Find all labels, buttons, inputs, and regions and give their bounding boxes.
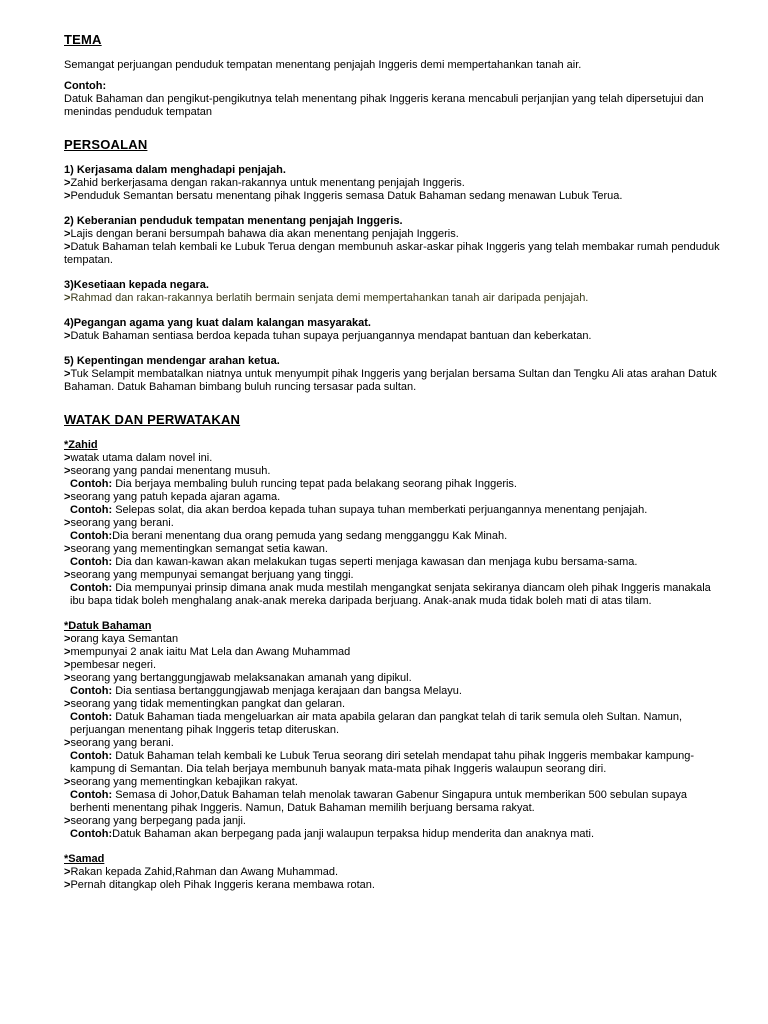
persoalan-line: >Datuk Bahaman telah kembali ke Lubuk Terua dengan membunuh askar-askar pihak Inggeris yang telah membakar rumah penduduk tempatan.	[64, 241, 720, 266]
persoalan-line: >Lajis dengan berani bersumpah bahawa dia akan menentang penjajah Inggeris.	[64, 228, 459, 240]
persoalan-item	[64, 164, 728, 203]
character-example: Contoh: Dia sentiasa bertanggungjawab menjaga kerajaan dan bangsa Melayu.	[70, 685, 462, 697]
character-example: Contoh:Datuk Bahaman akan berpegang pada janji walaupun terpaksa hidup menderita dan anaknya mati.	[70, 828, 595, 840]
persoalan-title: 5) Kepentingan mendengar arahan ketua.	[64, 355, 280, 367]
persoalan-line: >Tuk Selampit membatalkan niatnya untuk menyumpit pihak Inggeris yang berjalan bersama Sultan dan Tengku Ali atas arahan Datuk Bahaman. Datuk Bahaman bimbang buluh runcing tersasar pada sultan.	[64, 368, 717, 393]
character-point: >mempunyai 2 anak iaitu Mat Lela dan Awang Muhammad	[64, 646, 351, 658]
character-name: *Samad	[64, 853, 105, 865]
character-example: Contoh: Datuk Bahaman telah kembali ke Lubuk Terua seorang diri setelah mendapat tahu pihak Inggeris membakar kampung-kampung di Semantan. Dia telah berjaya membunuh banyak mata-mata pihak Inggeris walaupun seorang diri.	[70, 750, 695, 775]
character-point: >seorang yang mementingkan kebajikan rakyat.	[64, 776, 298, 788]
character-point: >seorang yang berani.	[64, 737, 174, 749]
character-zahid	[64, 439, 728, 608]
character-point: >seorang yang tidak mementingkan pangkat dan gelaran.	[64, 698, 346, 710]
persoalan-line: >Datuk Bahaman sentiasa berdoa kepada tuhan supaya perjuangannya mendapat bantuan dan keberkatan.	[64, 330, 592, 342]
character-example: Contoh: Datuk Bahaman tiada mengeluarkan air mata apabila gelaran dan pangkat telah di tarik semula oleh Sultan. Namun, perjuangan menentang pihak Inggeris tetap diteruskan.	[70, 711, 683, 736]
character-point: >seorang yang pandai menentang musuh.	[64, 465, 271, 477]
character-example: Contoh: Semasa di Johor,Datuk Bahaman telah menolak tawaran Gabenur Singapura untuk memberikan 500 sebulan supaya berhenti menentang pihak Inggeris. Namun, Datuk Bahaman memilih berjuang bersama rakyat.	[70, 789, 687, 814]
persoalan-item	[64, 317, 728, 343]
character-point: >Pernah ditangkap oleh Pihak Inggeris kerana membawa rotan.	[64, 879, 375, 891]
character-point: >Rakan kepada Zahid,Rahman dan Awang Muhammad.	[64, 866, 339, 878]
character-example: Contoh:Dia berani menentang dua orang pemuda yang sedang mengganggu Kak Minah.	[70, 530, 508, 542]
character-point: >pembesar negeri.	[64, 659, 157, 671]
watak-heading: WATAK DAN PERWATAKAN	[64, 412, 241, 427]
persoalan-title: 2) Keberanian penduduk tempatan menentang penjajah Inggeris.	[64, 215, 403, 227]
persoalan-line: >Zahid berkerjasama dengan rakan-rakannya untuk menentang penjajah Inggeris.	[64, 177, 465, 189]
character-point: >watak utama dalam novel ini.	[64, 452, 213, 464]
character-datuk-bahaman	[64, 620, 728, 841]
character-point: >seorang yang patuh kepada ajaran agama.	[64, 491, 281, 503]
character-point: >seorang yang bertanggungjawab melaksanakan amanah yang dipikul.	[64, 672, 412, 684]
character-point: >seorang yang mementingkan semangat setia kawan.	[64, 543, 328, 555]
character-samad	[64, 853, 728, 892]
tema-text: Semangat perjuangan penduduk tempatan menentang penjajah Inggeris demi mempertahankan tanah air.	[64, 59, 582, 71]
persoalan-line: >Penduduk Semantan bersatu menentang pihak Inggeris semasa Datuk Bahaman sedang menawan Lubuk Terua.	[64, 190, 623, 202]
persoalan-line: >Rahmad dan rakan-rakannya berlatih bermain senjata demi mempertahankan tanah air daripada penjajah.	[64, 292, 589, 304]
character-name: *Zahid	[64, 439, 98, 451]
tema-heading: TEMA	[64, 32, 102, 47]
tema-contoh-text: Datuk Bahaman dan pengikut-pengikutnya telah menentang pihak Inggeris kerana mencabuli perjanjian yang telah dipersetujui dan menindas penduduk tempatan	[64, 93, 704, 118]
character-point: >seorang yang mempunyai semangat berjuang yang tinggi.	[64, 569, 354, 581]
character-point: >seorang yang berani.	[64, 517, 174, 529]
character-example: Contoh: Dia dan kawan-kawan akan melakukan tugas seperti menjaga kawasan dan menjaga kubu bersama-sama.	[70, 556, 638, 568]
persoalan-item	[64, 355, 728, 394]
character-name: *Datuk Bahaman	[64, 620, 152, 632]
character-example: Contoh: Dia berjaya membaling buluh runcing tepat pada belakang seorang pihak Inggeris.	[70, 478, 517, 490]
persoalan-title: 4)Pegangan agama yang kuat dalam kalangan masyarakat.	[64, 317, 371, 329]
persoalan-item	[64, 215, 728, 267]
persoalan-item	[64, 279, 728, 305]
persoalan-title: 1) Kerjasama dalam menghadapi penjajah.	[64, 164, 286, 176]
persoalan-title: 3)Kesetiaan kepada negara.	[64, 279, 209, 291]
persoalan-heading: PERSOALAN	[64, 137, 148, 152]
tema-contoh-label: Contoh:	[64, 80, 107, 92]
character-example: Contoh: Dia mempunyai prinsip dimana anak muda mestilah mengangkat senjata sekiranya diancam oleh pihak Inggeris manakala ibu bapa tidak boleh menghalang anak-anak mereka daripada berjuang. Anak-anak muda tidak boleh mati di atas tilam.	[70, 582, 711, 607]
character-example: Contoh: Selepas solat, dia akan berdoa kepada tuhan supaya tuhan memberkati perjuangannya menentang penjajah.	[70, 504, 648, 516]
character-point: >seorang yang berpegang pada janji.	[64, 815, 246, 827]
character-point: >orang kaya Semantan	[64, 633, 179, 645]
